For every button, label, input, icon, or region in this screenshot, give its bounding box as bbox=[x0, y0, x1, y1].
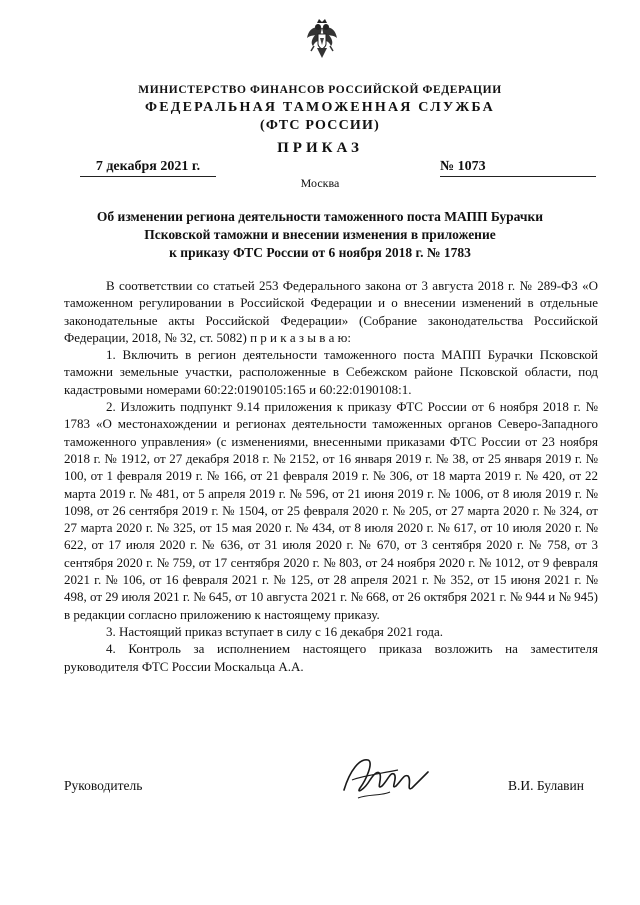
item-2-paragraph: 2. Изложить подпункт 9.14 приложения к приказу ФТС России от 6 ноября 2018 г. № 1783 «О местонахождении и регионах деятельности таможенных органов Северо-Западного таможенного управления» (с изменениями, внесенными приказами ФТС России от 23 ноября 2018 г. № 1912, от 27 декабря 2018 г. № 2152, от 16 января 2019 г. № 38, от 25 января 2019 г. № 100, от 1 февраля 2019 г. № 166, от 21 февраля 2019 г. № 306, от 18 марта 2019 г. № 420, от 22 марта 2019 г. № 481, от 5 апреля 2019 г. № 596, от 21 июня 2019 г. № 1006, от 8 июля 2019 г. № 1098, от 26 сентября 2019 г. № 1504, от 25 февраля 2020 г. № 205, от 27 марта 2020 г. № 324, от 27 марта 2020 г. № 325, от 15 мая 2020 г. № 434, от 8 июля 2020 г. № 617, от 10 июля 2020 г. № 622, от 17 июля 2020 г. № 636, от 31 июля 2020 г. № 670, от 3 сентября 2020 г. № 758, от 3 сентября 2020 г. № 759, от 17 сентября 2020 г. № 803, от 24 ноября 2020 г. № 1012, от 9 февраля 2021 г. № 106, от 16 февраля 2021 г. № 125, от 28 апреля 2021 г. № 352, от 15 июня 2021 г. № 498, от 29 июля 2021 г. № 645, от 10 августа 2021 г. № 668, от 26 октября 2021 г. № 944 и № 945) в редакции согласно приложению к настоящему приказу. bbox=[64, 399, 598, 622]
signatory-position: Руководитель bbox=[64, 778, 143, 793]
preamble-paragraph: В соответствии со статьей 253 Федерального закона от 3 августа 2018 г. № 289-ФЗ «О таможенном регулировании в Российской Федерации и о внесении изменений в отдельные законодательные акты Российской Федерации» (Собрание законодательства Российской Федерации, 2018, № 32, ст. 5082) п р и к а з ы в а ю: bbox=[64, 278, 598, 345]
title-line-3: к приказу ФТС России от 6 ноября 2018 г. № 1783 bbox=[169, 245, 471, 260]
order-date: 7 декабря 2021 г. bbox=[80, 158, 216, 177]
handwritten-signature bbox=[338, 750, 438, 808]
coat-of-arms-icon bbox=[305, 18, 339, 62]
signatory-name: В.И. Булавин bbox=[508, 778, 585, 793]
document-title bbox=[60, 208, 580, 262]
service-heading: ФЕДЕРАЛЬНАЯ ТАМОЖЕННАЯ СЛУЖБА bbox=[145, 100, 495, 115]
ministry-heading: МИНИСТЕРСТВО ФИНАНСОВ РОССИЙСКОЙ ФЕДЕРАЦИИ bbox=[138, 84, 502, 96]
title-line-2: Псковской таможни и внесении изменения в приложение bbox=[144, 227, 496, 242]
item-3-paragraph: 3. Настоящий приказ вступает в силу с 16 декабря 2021 года. bbox=[106, 623, 444, 639]
document-body bbox=[64, 277, 598, 675]
issue-city: Москва bbox=[300, 176, 340, 190]
document-type: ПРИКАЗ bbox=[277, 140, 363, 156]
order-number: № 1073 bbox=[440, 158, 596, 177]
item-1-paragraph: 1. Включить в регион деятельности таможенного поста МАПП Бурачки Псковской таможни земельные участки, расположенные в Себежском районе Псковской области, под кадастровыми номерами 60:22:0190105:165 и 60:22:0190108:1. bbox=[64, 347, 598, 397]
service-abbreviation: (ФТС РОССИИ) bbox=[260, 118, 380, 133]
title-line-1: Об изменении региона деятельности таможенного поста МАПП Бурачки bbox=[96, 209, 544, 224]
item-4-paragraph: 4. Контроль за исполнением настоящего приказа возложить на заместителя руководителя ФТС России Москальца А.А. bbox=[64, 641, 598, 674]
